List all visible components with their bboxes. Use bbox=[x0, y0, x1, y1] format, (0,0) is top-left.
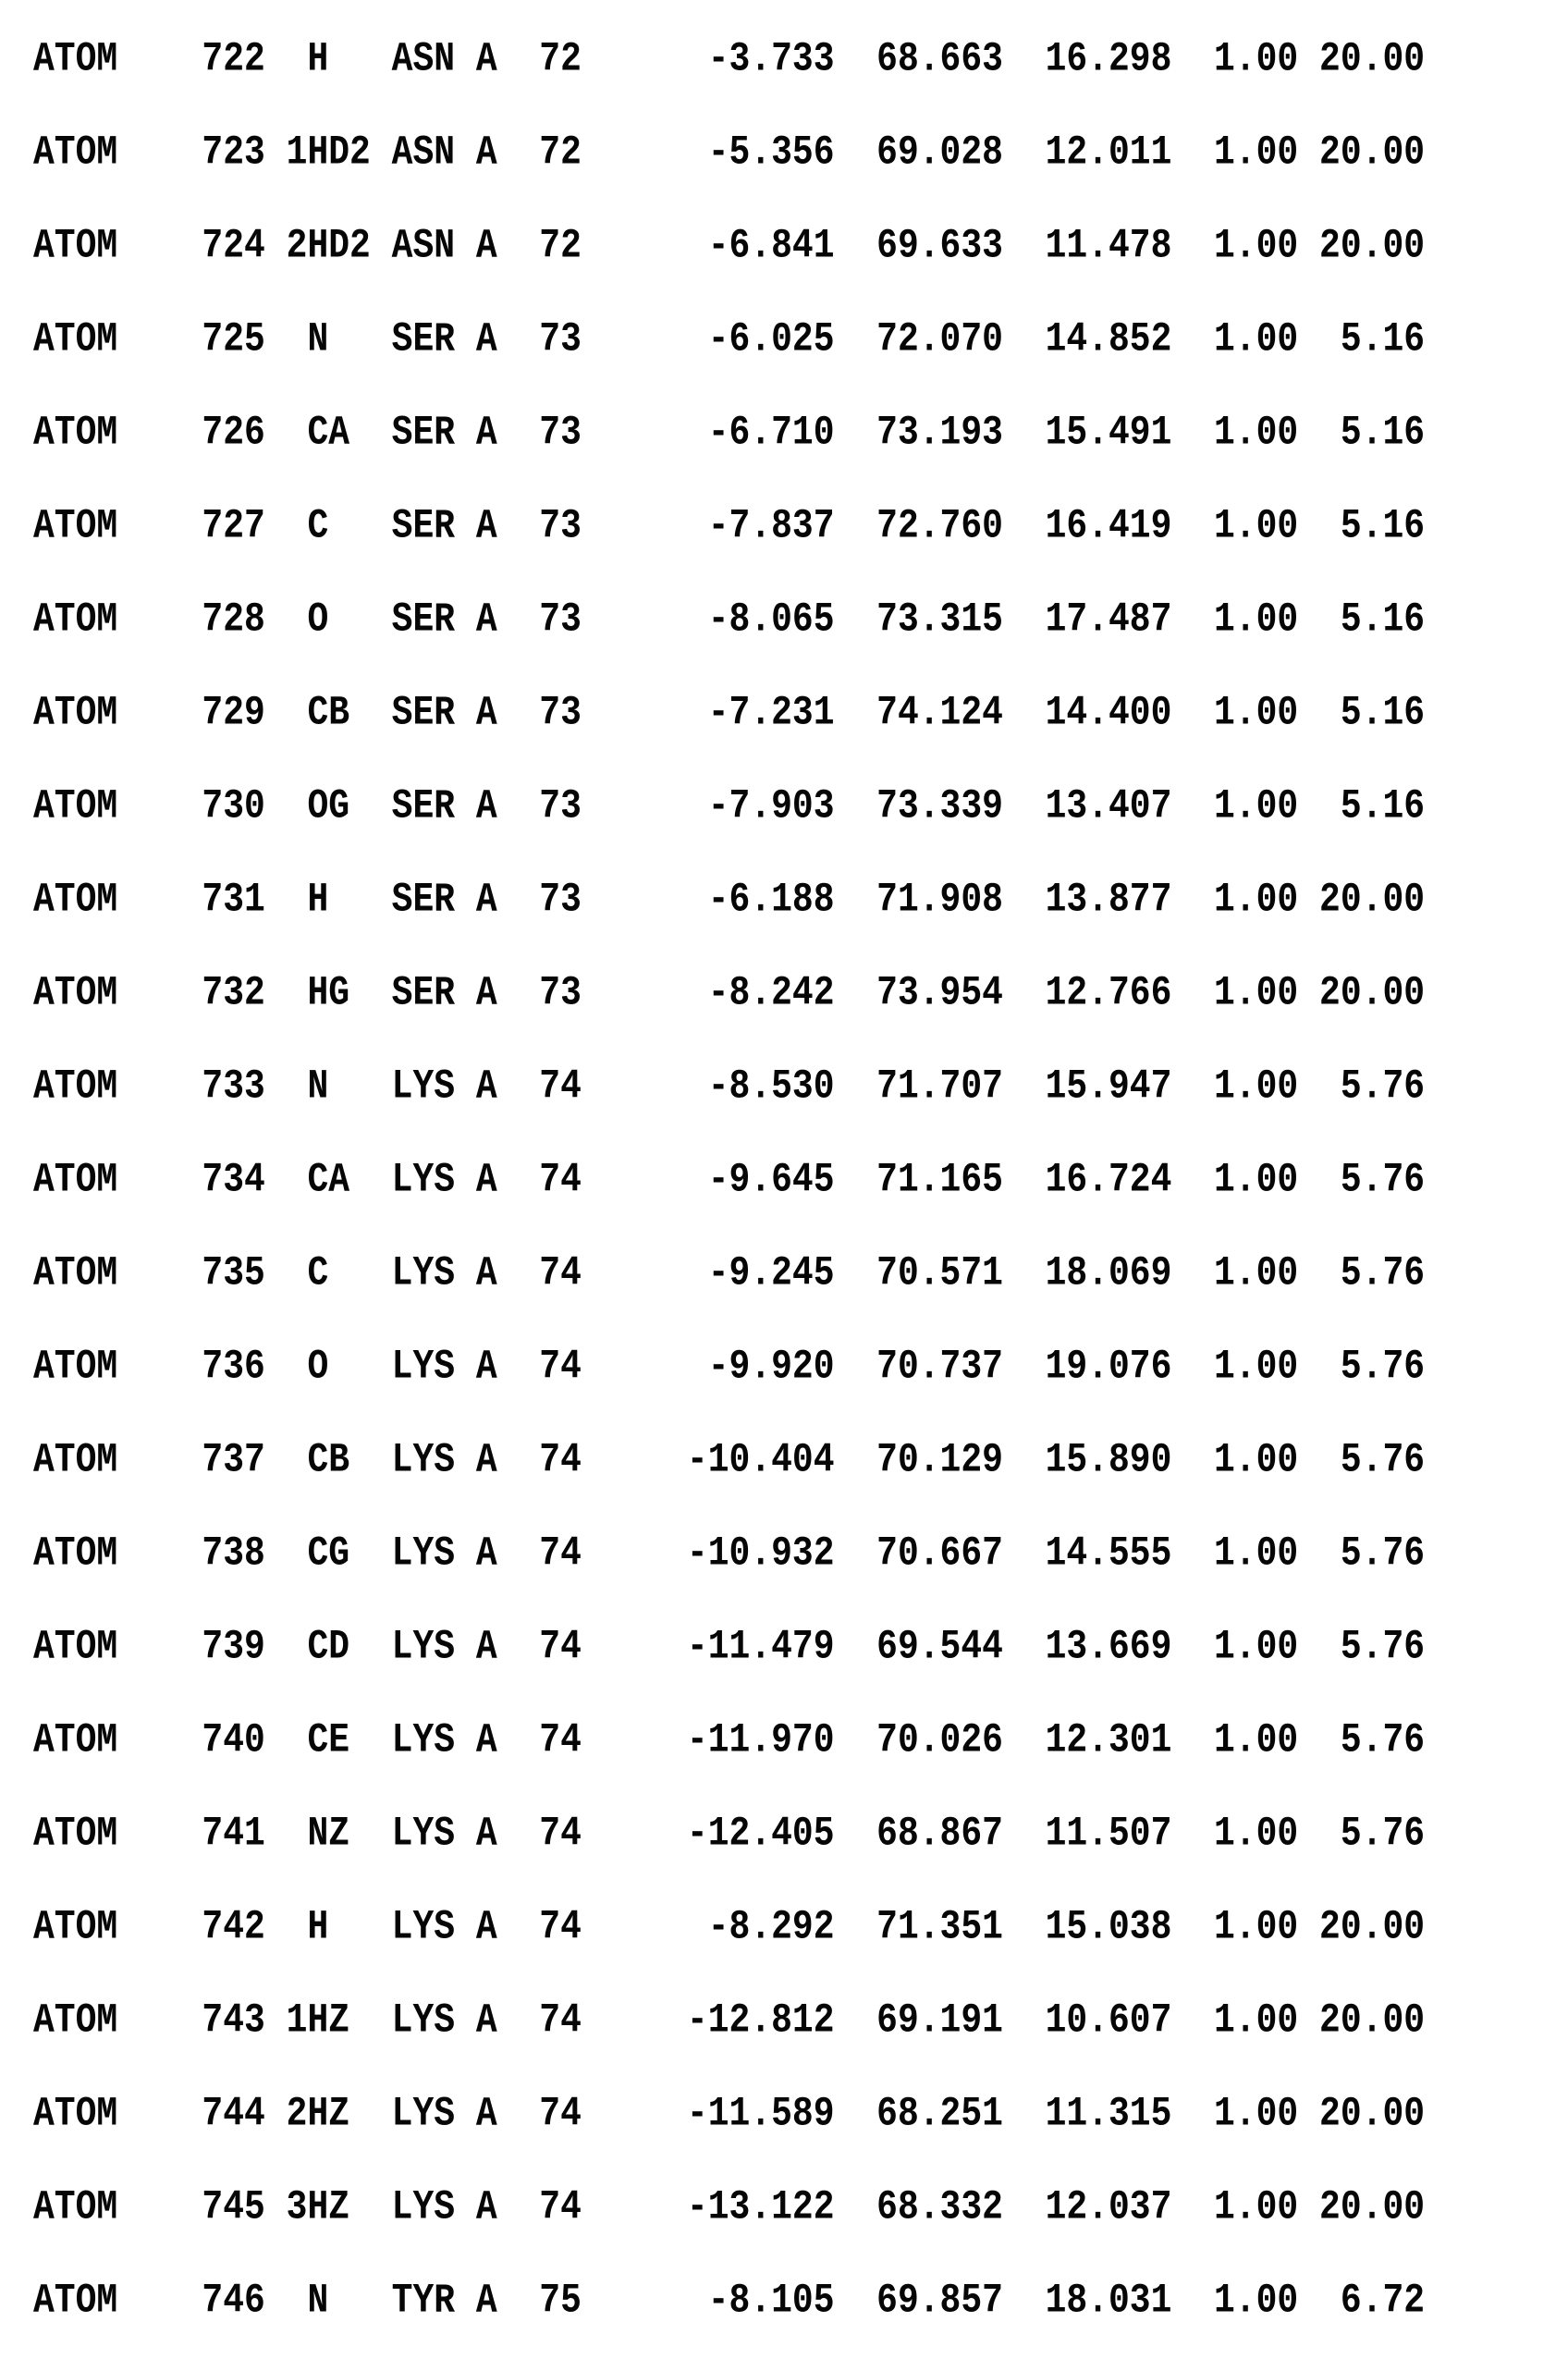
atom-record-text: ATOM 730 OG SER A 73 -7.903 73.339 13.407 1.00 5.16 bbox=[33, 783, 1426, 830]
atom-record-text: ATOM 724 2HD2 ASN A 72 -6.841 69.633 11.478 1.00 20.00 bbox=[33, 223, 1426, 270]
atom-record-line bbox=[33, 573, 1568, 667]
atom-record-text: ATOM 741 NZ LYS A 74 -12.405 68.867 11.507 1.00 5.76 bbox=[33, 1811, 1426, 1858]
atom-record-line bbox=[33, 1974, 1568, 2068]
atom-record-line bbox=[33, 1507, 1568, 1601]
atom-record-line bbox=[33, 387, 1568, 480]
atom-record-line bbox=[33, 480, 1568, 573]
atom-record-text: ATOM 732 HG SER A 73 -8.242 73.954 12.766 1.00 20.00 bbox=[33, 970, 1426, 1017]
atom-record-line bbox=[33, 1881, 1568, 1974]
atom-record-line bbox=[33, 2254, 1568, 2348]
atom-record-text: ATOM 731 H SER A 73 -6.188 71.908 13.877 1.00 20.00 bbox=[33, 877, 1426, 924]
atom-record-line bbox=[33, 1134, 1568, 1227]
atom-record-text: ATOM 742 H LYS A 74 -8.292 71.351 15.038 1.00 20.00 bbox=[33, 1904, 1426, 1951]
atom-record-text: ATOM 738 CG LYS A 74 -10.932 70.667 14.555 1.00 5.76 bbox=[33, 1530, 1426, 1578]
atom-record-text: ATOM 725 N SER A 73 -6.025 72.070 14.852 1.00 5.16 bbox=[33, 316, 1426, 363]
atom-record-text: ATOM 745 3HZ LYS A 74 -13.122 68.332 12.037 1.00 20.00 bbox=[33, 2184, 1426, 2231]
atom-record-text: ATOM 743 1HZ LYS A 74 -12.812 69.191 10.607 1.00 20.00 bbox=[33, 1997, 1426, 2045]
atom-record-list bbox=[33, 13, 1568, 2348]
atom-record-line bbox=[33, 200, 1568, 293]
atom-record-line bbox=[33, 293, 1568, 387]
atom-record-line bbox=[33, 13, 1568, 106]
atom-record-text: ATOM 739 CD LYS A 74 -11.479 69.544 13.669 1.00 5.76 bbox=[33, 1624, 1426, 1671]
atom-record-line bbox=[33, 2068, 1568, 2161]
atom-record-text: ATOM 729 CB SER A 73 -7.231 74.124 14.400 1.00 5.16 bbox=[33, 690, 1426, 737]
atom-record-line bbox=[33, 1040, 1568, 1134]
atom-record-text: ATOM 736 O LYS A 74 -9.920 70.737 19.076 1.00 5.76 bbox=[33, 1344, 1426, 1391]
atom-record-line bbox=[33, 106, 1568, 200]
atom-record-text: ATOM 744 2HZ LYS A 74 -11.589 68.251 11.315 1.00 20.00 bbox=[33, 2091, 1426, 2138]
atom-record-line bbox=[33, 1694, 1568, 1787]
atom-record-line bbox=[33, 667, 1568, 760]
atom-record-text: ATOM 723 1HD2 ASN A 72 -5.356 69.028 12.011 1.00 20.00 bbox=[33, 129, 1426, 177]
atom-record-line bbox=[33, 1321, 1568, 1414]
atom-record-text: ATOM 746 N TYR A 75 -8.105 69.857 18.031 1.00 6.72 bbox=[33, 2278, 1426, 2325]
atom-record-line bbox=[33, 1227, 1568, 1321]
atom-record-text: ATOM 726 CA SER A 73 -6.710 73.193 15.491 1.00 5.16 bbox=[33, 410, 1426, 457]
atom-record-line bbox=[33, 1601, 1568, 1694]
atom-record-line bbox=[33, 760, 1568, 854]
atom-record-line bbox=[33, 854, 1568, 947]
atom-record-line bbox=[33, 1787, 1568, 1881]
atom-record-line bbox=[33, 1414, 1568, 1507]
atom-record-text: ATOM 737 CB LYS A 74 -10.404 70.129 15.890 1.00 5.76 bbox=[33, 1437, 1426, 1484]
atom-record-text: ATOM 734 CA LYS A 74 -9.645 71.165 16.724 1.00 5.76 bbox=[33, 1157, 1426, 1204]
atom-record-text: ATOM 727 C SER A 73 -7.837 72.760 16.419 1.00 5.16 bbox=[33, 503, 1426, 550]
atom-record-line bbox=[33, 2161, 1568, 2254]
atom-record-line bbox=[33, 947, 1568, 1040]
atom-record-text: ATOM 728 O SER A 73 -8.065 73.315 17.487 1.00 5.16 bbox=[33, 596, 1426, 644]
atom-record-text: ATOM 740 CE LYS A 74 -11.970 70.026 12.301 1.00 5.76 bbox=[33, 1717, 1426, 1764]
atom-record-text: ATOM 722 H ASN A 72 -3.733 68.663 16.298 1.00 20.00 bbox=[33, 36, 1426, 83]
atom-record-text: ATOM 735 C LYS A 74 -9.245 70.571 18.069 1.00 5.76 bbox=[33, 1250, 1426, 1297]
atom-record-text: ATOM 733 N LYS A 74 -8.530 71.707 15.947 1.00 5.76 bbox=[33, 1063, 1426, 1111]
